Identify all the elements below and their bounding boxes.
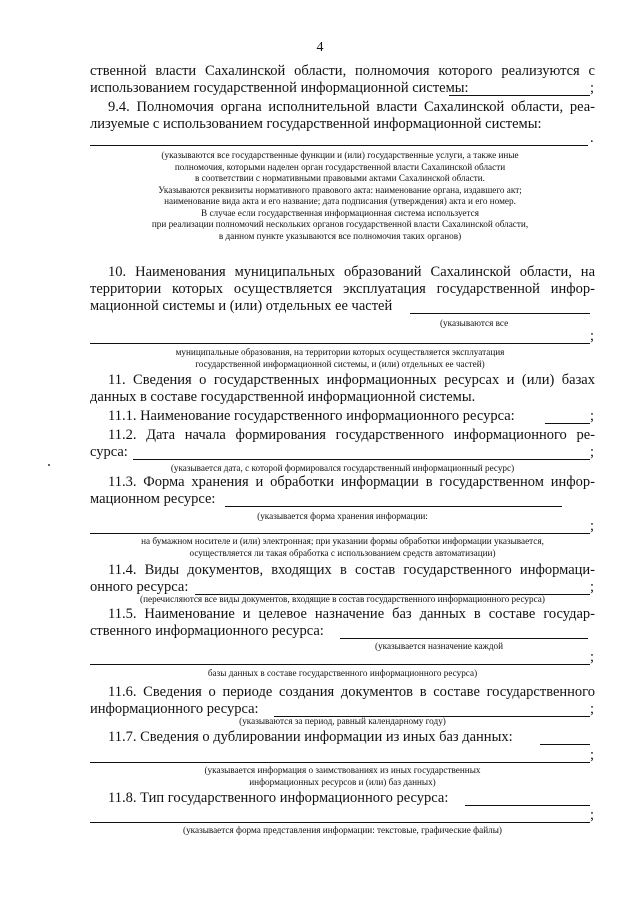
note-11-3-b: на бумажном носителе и (или) электронная; при указании формы обработки информации указывается, осуществляется ли такая обработка с использованием средств автоматизации) bbox=[141, 536, 544, 558]
item-11-1-semicolon: ; bbox=[590, 408, 595, 424]
fill-line-11-5-b bbox=[90, 664, 590, 665]
note-10-a: (указываются все bbox=[440, 318, 509, 328]
fill-line-intro bbox=[449, 95, 590, 96]
item-11-5-line-1: 11.5. Наименование и целевое назначение баз данных в составе государ- bbox=[108, 606, 595, 622]
item-11-5-line-2: ственного информационного ресурса: bbox=[90, 623, 324, 639]
fill-line-11-7-a bbox=[540, 744, 590, 745]
item-11-2-line-2: сурса: bbox=[90, 444, 128, 460]
item-11-4-line-2: онного ресурса: bbox=[90, 579, 189, 595]
note-11-5-a: (указывается назначение каждой bbox=[375, 641, 504, 651]
fill-line-11-1 bbox=[545, 423, 590, 424]
fill-line-11-8-a bbox=[465, 805, 590, 806]
item-9-4-dot: . bbox=[590, 130, 594, 146]
fill-line-11-7-b bbox=[90, 762, 590, 763]
intro-line-2: использованием государственной информационной системы: bbox=[90, 80, 469, 96]
note-11-6: (указываются за период, равный календарному году) bbox=[239, 716, 446, 726]
item-11-3-semicolon: ; bbox=[590, 518, 595, 534]
item-11-3-line-1: 11.3. Форма хранения и обработки информации в государственном инфор- bbox=[108, 474, 595, 490]
item-11-6-line-1: 11.6. Сведения о периоде создания документов в составе государственного bbox=[108, 684, 595, 700]
item-10-line-2: территории которых осуществляется эксплуатация государственной инфор- bbox=[90, 281, 595, 297]
note-11-5-b: базы данных в составе государственного информационного ресурса) bbox=[207, 668, 478, 678]
item-11-8-semicolon: ; bbox=[590, 807, 595, 823]
fill-line-11-8-b bbox=[90, 822, 590, 823]
item-9-4-line-2: лизуемые с использованием государственной информационной системы: bbox=[90, 116, 542, 132]
item-11-6-semicolon: ; bbox=[590, 701, 595, 717]
fill-line-9-4 bbox=[90, 145, 588, 146]
item-11-2-line-1: 11.2. Дата начала формирования государственного информационного ре- bbox=[108, 427, 595, 443]
note-11-8: (указывается форма представления информации: текстовые, графические файлы) bbox=[183, 825, 502, 835]
intro-line-1: ственной власти Сахалинской области, полномочия которого реализуются с bbox=[90, 63, 595, 79]
fill-line-10-a bbox=[410, 313, 590, 314]
note-9-4: (указываются все государственные функции и (или) государственные услуги, а также иные полномочия, которыми наделен орган государственной власти Сахалинской области в соответствии с нормативными правовыми актами Сахалинской области. Указываются реквизиты нормативного правового акта: наименование органа, издавшего акт; наименование вида акта и его название; дата подписания (утверждения) акта и его номер. В случае если государственная информационная система используется при реализации полномочий нескольких органов государственной власти Сахалинской области, в данном пункте указываются все полномочия таких органов) bbox=[151, 150, 529, 241]
item-11-7-semicolon: ; bbox=[590, 747, 595, 763]
intro-semicolon: ; bbox=[590, 80, 595, 96]
fill-line-11-2 bbox=[133, 459, 590, 460]
item-11-4-line-1: 11.4. Виды документов, входящих в состав государственного информаци- bbox=[108, 562, 595, 578]
item-11-line-1: 11. Сведения о государственных информационных ресурсах и (или) базах bbox=[108, 372, 595, 388]
page-number: 4 bbox=[316, 40, 324, 55]
item-11-1: 11.1. Наименование государственного информационного ресурса: bbox=[108, 408, 515, 424]
item-11-6-line-2: информационного ресурса: bbox=[90, 701, 259, 717]
fill-line-11-3-b bbox=[90, 533, 590, 534]
fill-line-11-5-a bbox=[340, 638, 588, 639]
item-10-semicolon: ; bbox=[590, 328, 595, 344]
note-10-b: муниципальные образования, на территории которых осуществляется эксплуатация государственной информационной системы, и (или) отдельных ее частей) bbox=[175, 347, 505, 369]
item-11-3-line-2: мационном ресурсе: bbox=[90, 491, 216, 507]
fill-line-11-3-a bbox=[225, 506, 562, 507]
item-11-8-line-1: 11.8. Тип государственного информационного ресурса: bbox=[108, 790, 449, 806]
note-11-2: (указывается дата, с которой формировался государственный информационный ресурс) bbox=[170, 463, 515, 473]
item-11-2-semicolon: ; bbox=[590, 444, 595, 460]
item-11-line-2: данных в составе государственной информационной системы. bbox=[90, 389, 476, 405]
fill-line-10-b bbox=[90, 343, 590, 344]
stray-mark bbox=[48, 464, 50, 466]
note-11-4: (перечисляются все виды документов, входящие в состав государственного информационного ресурса) bbox=[140, 594, 545, 604]
item-10-line-3: мационной системы и (или) отдельных ее частей bbox=[90, 298, 393, 314]
item-9-4-line-1: 9.4. Полномочия органа исполнительной власти Сахалинской области, реа- bbox=[108, 99, 595, 115]
item-11-4-semicolon: ; bbox=[590, 579, 595, 595]
item-11-5-semicolon: ; bbox=[590, 649, 595, 665]
item-10-line-1: 10. Наименования муниципальных образований Сахалинской области, на bbox=[108, 264, 595, 280]
note-11-3-a: (указывается форма хранения информации: bbox=[257, 511, 428, 521]
note-11-7: (указывается информация о заимствованиях из иных государственных информационных ресурсов и (или) баз данных) bbox=[204, 765, 481, 787]
item-11-7-line-1: 11.7. Сведения о дублировании информации из иных баз данных: bbox=[108, 729, 513, 745]
